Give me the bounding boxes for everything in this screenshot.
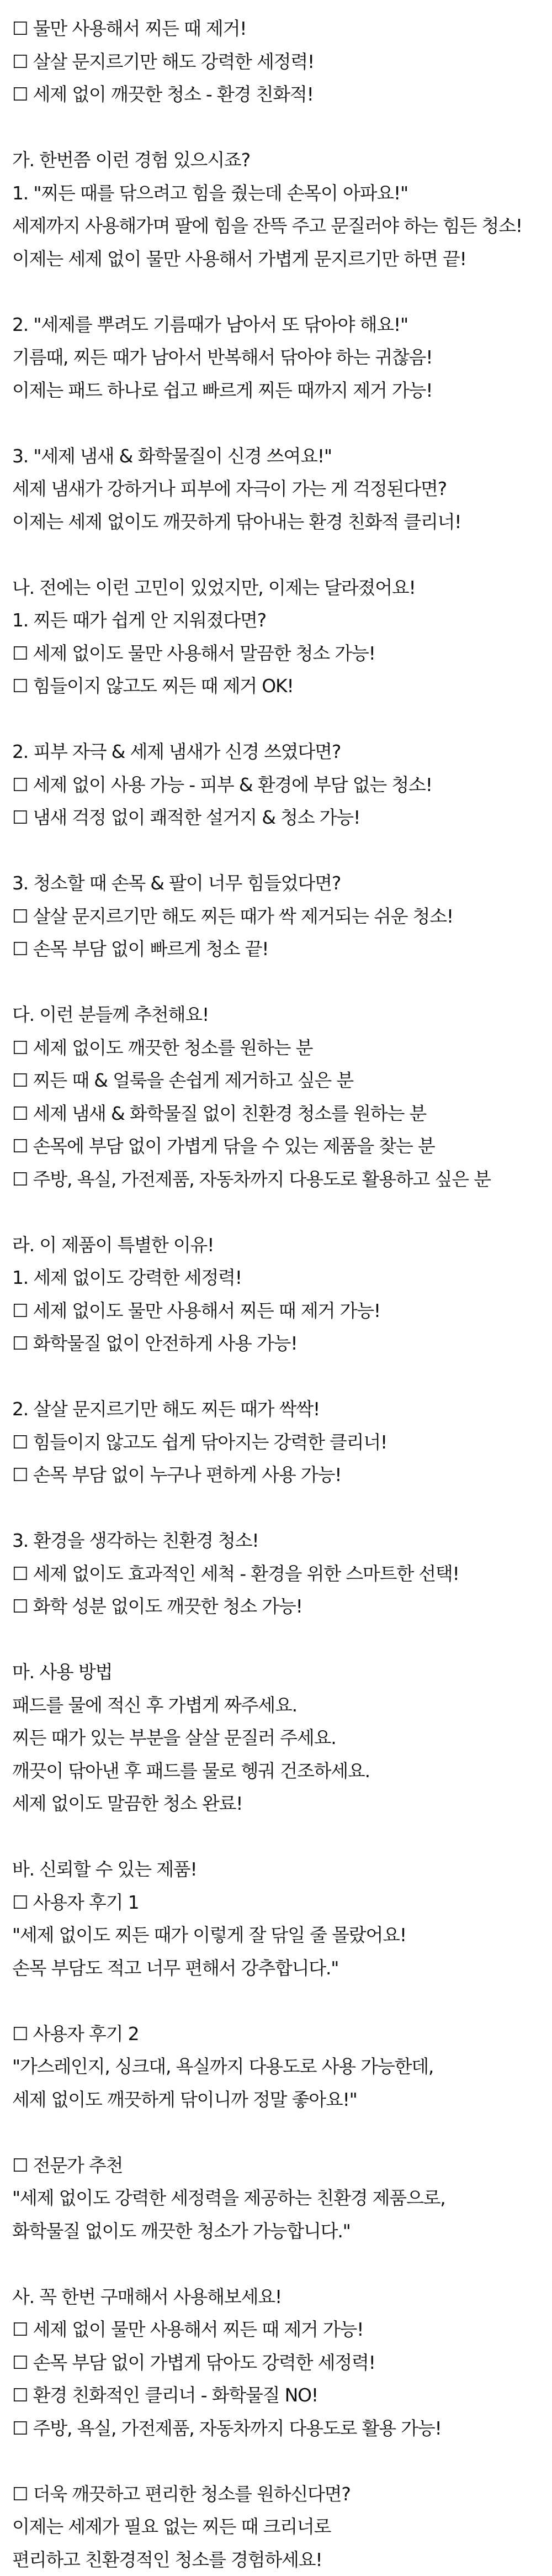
blank-line [12,1820,552,1853]
text-line: ☐ 전문가 추천 [12,2149,552,2182]
text-line: ☐ 화학물질 없이 안전하게 사용 가능! [12,1327,552,1360]
text-line: 이제는 세제 없이 물만 사용해서 가볍게 문지르기만 하면 끝! [12,243,552,276]
blank-line [12,1492,552,1525]
text-line: ☐ 손목 부담 없이 빠르게 청소 끝! [12,933,552,966]
text-line: 세제 냄새가 강하거나 피부에 자극이 가는 게 걱정된다면? [12,472,552,505]
blank-line [12,966,552,999]
text-line: 바. 신뢰할 수 있는 제품! [12,1853,552,1886]
text-line: 2. 살살 문지르기만 해도 찌든 때가 싹싹! [12,1393,552,1426]
text-line: ☐ 세제 냄새 & 화학물질 없이 친환경 청소를 원하는 분 [12,1097,552,1130]
blank-line [12,1623,552,1656]
blank-line [12,2445,552,2478]
text-line: 기름때, 찌든 때가 남아서 반복해서 닦아야 하는 귀찮음! [12,341,552,374]
text-line: ☐ 손목에 부담 없이 가볍게 닦을 수 있는 제품을 찾는 분 [12,1130,552,1163]
text-line: ☐ 환경 친화적인 클리너 - 화학물질 NO! [12,2379,552,2412]
text-line: 3. 환경을 생각하는 친환경 청소! [12,1524,552,1557]
blank-line [12,2247,552,2280]
text-line: 이제는 세제 없이도 깨끗하게 닦아내는 환경 친화적 클리너! [12,505,552,539]
text-line: ☐ 세제 없이 사용 가능 - 피부 & 환경에 부담 없는 청소! [12,768,552,802]
text-line: 다. 이런 분들께 추천해요! [12,998,552,1031]
text-line: ☐ 사용자 후기 1 [12,1886,552,1919]
text-line: 2. "세제를 뿌려도 기름때가 남아서 또 닦아야 해요!" [12,308,552,341]
text-line: ☐ 살살 문지르기만 해도 강력한 세정력! [12,45,552,78]
text-line: 세제 없이도 깨끗하게 닦이니까 정말 좋아요!" [12,2083,552,2116]
text-line: 3. "세제 냄새 & 화학물질이 신경 쓰여요!" [12,440,552,473]
text-line: ☐ 세제 없이 물만 사용해서 찌든 때 제거 가능! [12,2313,552,2346]
text-line: ☐ 세제 없이도 물만 사용해서 말끔한 청소 가능! [12,637,552,670]
text-line: "가스레인지, 싱크대, 욕실까지 다용도로 사용 가능한데, [12,2050,552,2083]
blank-line [12,834,552,867]
text-line: 사. 꼭 한번 구매해서 사용해보세요! [12,2280,552,2314]
blank-line [12,2116,552,2149]
text-line: ☐ 주방, 욕실, 가전제품, 자동차까지 다용도로 활용 가능! [12,2412,552,2445]
text-line: 손목 부담도 적고 너무 편해서 강추합니다." [12,1952,552,1985]
text-line: ☐ 물만 사용해서 찌든 때 제거! [12,12,552,45]
text-line: 1. "찌든 때를 닦으려고 힘을 줬는데 손목이 아파요!" [12,177,552,210]
blank-line [12,703,552,736]
text-line: ☐ 힘들이지 않고도 찌든 때 제거 OK! [12,670,552,703]
blank-line [12,538,552,571]
blank-line [12,111,552,144]
text-line: ☐ 손목 부담 없이 누구나 편하게 사용 가능! [12,1458,552,1492]
text-line: 화학물질 없이도 깨끗한 청소가 가능합니다." [12,2215,552,2248]
text-line: ☐ 주방, 욕실, 가전제품, 자동차까지 다용도로 활용하고 싶은 분 [12,1163,552,1196]
text-line: 편리하고 친환경적인 청소를 경험하세요! [12,2543,552,2576]
text-line: 2. 피부 자극 & 세제 냄새가 신경 쓰였다면? [12,735,552,768]
blank-line [12,407,552,440]
text-line: 가. 한번쯤 이런 경험 있으시죠? [12,144,552,177]
text-line: ☐ 더욱 깨끗하고 편리한 청소를 원하신다면? [12,2478,552,2511]
blank-line [12,1195,552,1229]
text-line: ☐ 힘들이지 않고도 쉽게 닦아지는 강력한 클리너! [12,1426,552,1459]
blank-line [12,1360,552,1393]
text-line: 세제까지 사용해가며 팔에 힘을 잔뜩 주고 문질러야 하는 힘든 청소! [12,209,552,243]
text-line: 세제 없이도 말끔한 청소 완료! [12,1787,552,1820]
text-line: ☐ 세제 없이 깨끗한 청소 - 환경 친화적! [12,78,552,111]
blank-line [12,1984,552,2017]
text-line: ☐ 손목 부담 없이 가볍게 닦아도 강력한 세정력! [12,2346,552,2379]
text-line: ☐ 냄새 걱정 없이 쾌적한 설거지 & 청소 가능! [12,801,552,834]
text-line: ☐ 화학 성분 없이도 깨끗한 청소 가능! [12,1590,552,1623]
text-line: "세제 없이도 강력한 세정력을 제공하는 친환경 제품으로, [12,2182,552,2215]
text-line: ☐ 세제 없이도 효과적인 세척 - 환경을 위한 스마트한 선택! [12,1557,552,1590]
text-line: 패드를 물에 적신 후 가볍게 짜주세요. [12,1689,552,1722]
text-line: 나. 전에는 이런 고민이 있었지만, 이제는 달라졌어요! [12,571,552,604]
text-line: 찌든 때가 있는 부분을 살살 문질러 주세요. [12,1721,552,1755]
text-line: ☐ 세제 없이도 깨끗한 청소를 원하는 분 [12,1031,552,1065]
text-line: 3. 청소할 때 손목 & 팔이 너무 힘들었다면? [12,867,552,900]
text-line: 깨끗이 닦아낸 후 패드를 물로 헹궈 건조하세요. [12,1755,552,1788]
text-line: 이제는 세제가 필요 없는 찌든 때 크리너로 [12,2510,552,2543]
blank-line [12,275,552,308]
text-line: ☐ 살살 문지르기만 해도 찌든 때가 싹 제거되는 쉬운 청소! [12,900,552,933]
text-line: 이제는 패드 하나로 쉽고 빠르게 찌든 때까지 제거 가능! [12,374,552,407]
text-line: "세제 없이도 찌든 때가 이렇게 잘 닦일 줄 몰랐어요! [12,1919,552,1952]
text-line: 라. 이 제품이 특별한 이유! [12,1229,552,1262]
text-line: 마. 사용 방법 [12,1656,552,1689]
text-line: 1. 찌든 때가 쉽게 안 지워졌다면? [12,604,552,637]
text-line: ☐ 찌든 때 & 얼룩을 손쉽게 제거하고 싶은 분 [12,1064,552,1097]
text-line: 1. 세제 없이도 강력한 세정력! [12,1261,552,1294]
text-line: ☐ 세제 없이도 물만 사용해서 찌든 때 제거 가능! [12,1294,552,1327]
text-line: ☐ 사용자 후기 2 [12,2017,552,2051]
